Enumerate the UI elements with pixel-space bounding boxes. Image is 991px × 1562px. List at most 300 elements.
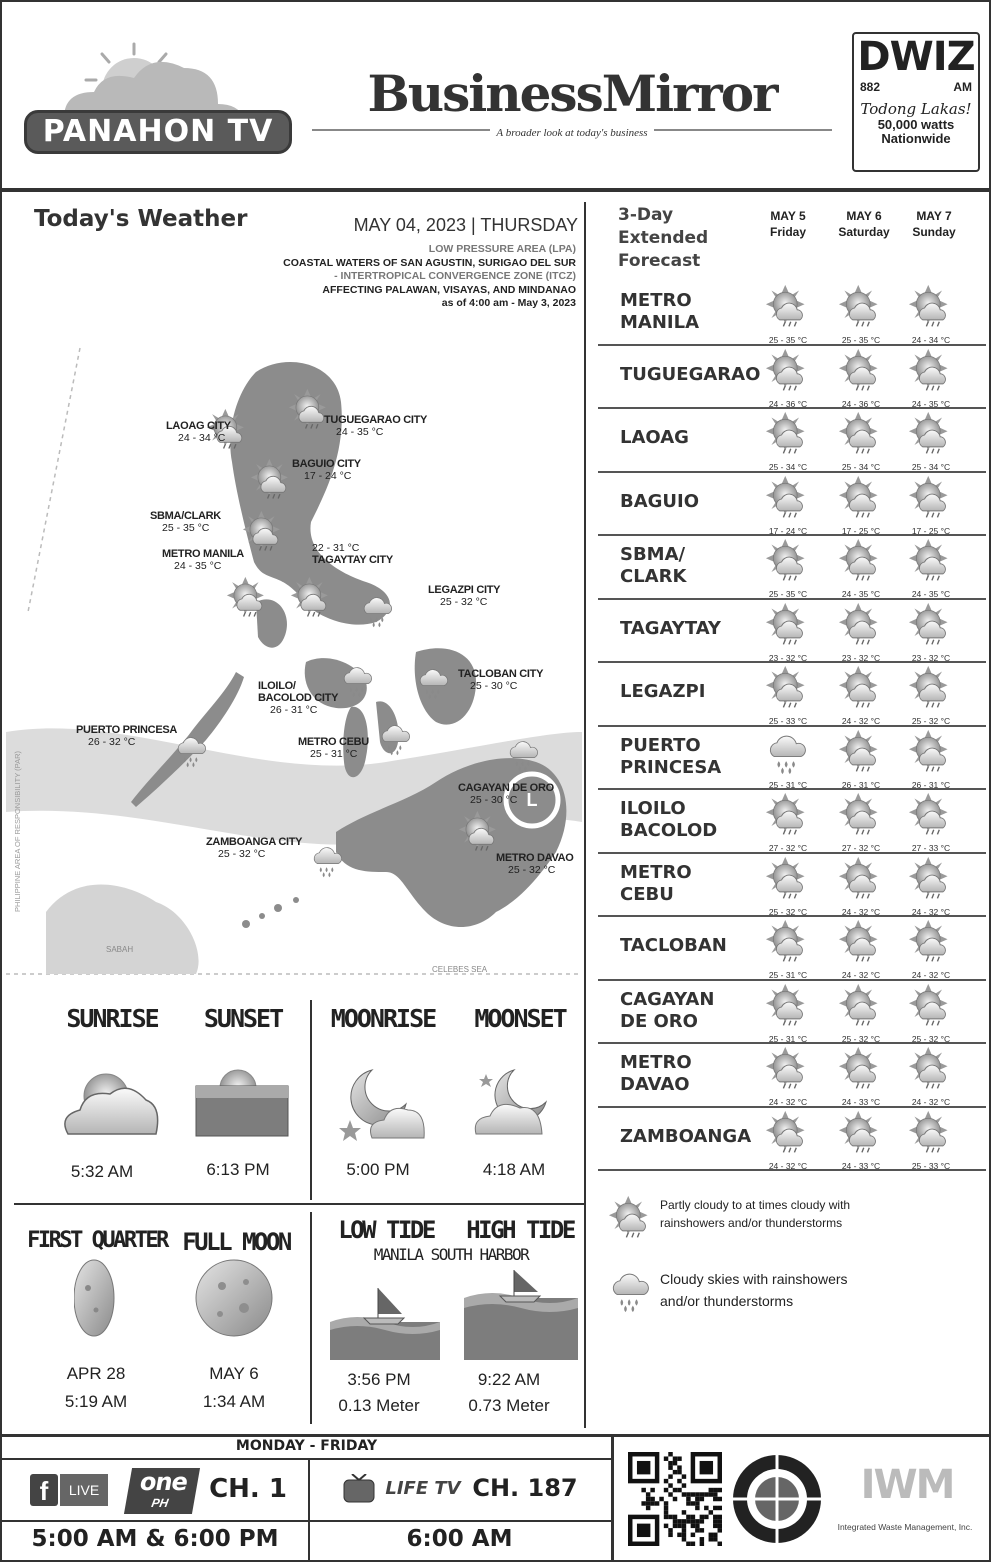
rain-cloud-icon — [608, 1264, 654, 1316]
forecast-temp: 25 - 33 °C — [768, 716, 808, 726]
partly-cloudy-icon — [908, 538, 954, 584]
forecast-temp: 24 - 32 °C — [841, 716, 881, 726]
partly-cloudy-icon — [765, 792, 811, 838]
forecast-city-line: ILOILO — [620, 798, 686, 819]
forecast-temp: 24 - 35 °C — [911, 589, 951, 599]
map-city — [298, 736, 369, 760]
forecast-row — [598, 282, 986, 346]
forecast-city — [620, 1126, 751, 1148]
masthead — [312, 64, 832, 149]
forecast-cell — [826, 284, 896, 345]
map-city-temp: 25 - 35 °C — [162, 522, 210, 534]
facebook-icon: f — [30, 1474, 58, 1506]
map-city-name: LEGAZPI CITY — [428, 584, 501, 596]
weather-system-line: COASTAL WATERS OF SAN AGUSTIN, SURIGAO DEL SUR — [283, 256, 576, 269]
forecast-temp: 25 - 31 °C — [768, 970, 808, 980]
qr-code-icon — [628, 1452, 722, 1546]
footer-right-divider — [611, 1437, 614, 1562]
partly-cloudy-icon — [838, 284, 884, 330]
first-quarter-time: 5:19 AM — [64, 1392, 128, 1411]
forecast-city — [620, 798, 717, 842]
low-tide-label: LOW TIDE — [338, 1216, 434, 1244]
astro-top-spacer — [14, 986, 584, 988]
forecast-temp: 23 - 32 °C — [768, 652, 808, 663]
partly-cloudy-icon — [838, 919, 884, 965]
sunrise-icon — [56, 1062, 160, 1142]
forecast-cell — [826, 856, 896, 917]
forecast-cell — [753, 602, 823, 663]
partly-cloudy-icon — [908, 665, 954, 711]
map-city — [162, 548, 244, 572]
map-city — [292, 458, 361, 482]
masthead-title: BusinessMirror — [367, 64, 777, 123]
weather-system-line: LOW PRESSURE AREA (LPA) — [428, 243, 576, 255]
forecast-temp: 25 - 33 °C — [911, 1160, 951, 1171]
forecast-temp: 25 - 35 °C — [768, 335, 808, 345]
channel-1: CH. 1 — [209, 1474, 287, 1504]
partly-cloudy-icon — [765, 919, 811, 965]
forecast-temp: 24 - 36 °C — [768, 398, 808, 409]
forecast-city — [620, 935, 727, 957]
column-divider — [584, 202, 586, 1428]
partly-cloudy-icon — [765, 856, 811, 902]
legend-text — [660, 1268, 848, 1312]
panahon-tv-label: PANAHON TV — [24, 110, 292, 154]
low-tide-height: 0.13 Meter — [338, 1396, 420, 1415]
partly-cloudy-icon — [765, 538, 811, 584]
partly-cloudy-icon — [838, 602, 884, 648]
forecast-row — [598, 409, 986, 473]
moonset-time: 4:18 AM — [482, 1160, 546, 1179]
full-moon-icon — [194, 1258, 274, 1338]
dwiz-power-line1: 50,000 watts — [877, 117, 955, 132]
forecast-cell — [896, 983, 966, 1044]
forecast-day-header — [748, 208, 828, 240]
forecast-row — [598, 790, 986, 854]
forecast-city — [620, 1052, 692, 1096]
low-tide-icon — [330, 1282, 440, 1360]
rain-cloud-icon — [765, 729, 811, 775]
forecast-city-line: CAGAYAN — [620, 988, 715, 1010]
forecast-day-header — [894, 208, 974, 240]
partly-cloudy-icon — [908, 348, 954, 394]
partly-cloudy-icon — [908, 729, 954, 775]
iwm-logo — [842, 1460, 972, 1520]
dwiz-frequency — [854, 80, 978, 94]
map-city — [76, 724, 177, 748]
forecast-cell — [753, 284, 823, 345]
forecast-row — [598, 981, 986, 1045]
map-city-name: METRO DAVAO — [496, 852, 574, 864]
astro-divider — [310, 1000, 312, 1200]
forecast-temp: 25 - 32 °C — [911, 716, 951, 726]
forecast-temp: 25 - 32 °C — [911, 1033, 951, 1044]
astro-mid-rule — [14, 1203, 586, 1205]
forecast-row — [598, 536, 986, 600]
map-city — [312, 542, 393, 566]
forecast-cell — [896, 919, 966, 980]
map-city — [258, 680, 338, 716]
forecast-cell — [826, 348, 896, 409]
forecast-city — [620, 618, 721, 640]
forecast-cell — [826, 411, 896, 472]
legend-line: Partly cloudy to at times cloudy with — [660, 1198, 851, 1212]
par-label: PHILIPPINE AREA OF RESPONSIBILITY (PAR) — [13, 750, 22, 912]
forecast-title-line: Forecast — [618, 251, 701, 271]
airtime-left: 5:00 AM & 6:00 PM — [31, 1526, 279, 1552]
map-city — [496, 852, 574, 876]
partly-cloudy-icon — [838, 792, 884, 838]
map-city-temp: 22 - 31 °C — [312, 542, 360, 554]
forecast-city — [620, 364, 760, 386]
map-city — [428, 584, 500, 608]
map-city-name: TUGUEGARAO CITY — [324, 414, 428, 426]
forecast-city — [620, 544, 686, 588]
paranaque-seal-icon — [732, 1454, 822, 1544]
dwiz-power-line2: Nationwide — [881, 131, 951, 146]
map-city — [150, 510, 221, 534]
airtime-right: 6:00 AM — [406, 1526, 513, 1552]
dwiz-slogan: Todong Lakas! — [860, 100, 972, 118]
partly-cloudy-icon — [765, 983, 811, 1029]
partly-cloudy-icon — [838, 1046, 884, 1092]
forecast-temp: 17 - 24 °C — [768, 525, 808, 536]
forecast-city — [620, 989, 714, 1033]
forecast-city-line: TUGUEGARAO — [620, 363, 761, 385]
masthead-tagline: A broader look at today's business — [490, 127, 653, 139]
forecast-city-line: CLARK — [620, 566, 687, 587]
sulu-island — [259, 913, 265, 919]
forecast-city-line: METRO — [620, 290, 692, 311]
forecast-temp: 24 - 36 °C — [841, 398, 881, 409]
partly-cloudy-icon — [765, 602, 811, 648]
forecast-city-line: DE ORO — [620, 1010, 698, 1032]
forecast-city-line: METRO — [620, 861, 692, 883]
forecast-cell — [896, 538, 966, 599]
partly-cloudy-icon — [227, 577, 264, 617]
forecast-cell — [826, 665, 896, 726]
forecast-temp: 24 - 32 °C — [841, 906, 881, 917]
forecast-row — [598, 600, 986, 664]
partly-cloudy-icon — [765, 284, 811, 330]
map-city-name: ILOILO/ — [258, 680, 296, 692]
forecast-day-name: Sunday — [912, 225, 956, 239]
forecast-row — [598, 663, 986, 727]
forecast-temp: 24 - 32 °C — [911, 970, 951, 980]
footer-days-rule — [2, 1458, 611, 1460]
forecast-city-line: ZAMBOANGA — [620, 1125, 752, 1147]
iwm-mark: IWM — [860, 1462, 954, 1508]
first-quarter-moon-icon — [74, 1258, 126, 1338]
partly-cloudy-icon — [765, 475, 811, 521]
forecast-cell — [826, 1046, 896, 1107]
map-city — [458, 782, 554, 806]
partly-cloudy-icon — [838, 348, 884, 394]
forecast-city-line: PRINCESA — [620, 756, 722, 778]
weather-system-line: - INTERTROPICAL CONVERGENCE ZONE (ITCZ) — [334, 270, 576, 282]
map-city-temp: 25 - 32 °C — [218, 848, 266, 860]
map-city-temp: 17 - 24 °C — [304, 470, 352, 482]
forecast-cell — [896, 348, 966, 409]
partly-cloudy-icon — [838, 729, 884, 775]
forecast-cell — [753, 475, 823, 536]
forecast-temp: 25 - 34 °C — [911, 462, 951, 472]
forecast-cell — [826, 729, 896, 790]
todays-weather-title: Today's Weather — [34, 206, 248, 232]
forecast-city-line: SBMA/ — [620, 544, 686, 565]
forecast-cell — [826, 792, 896, 853]
partly-cloudy-icon — [908, 792, 954, 838]
forecast-temp: 24 - 35 °C — [911, 398, 951, 409]
forecast-city — [620, 491, 699, 513]
forecast-title-line: Extended — [618, 228, 709, 248]
first-quarter-label: FIRST QUARTER — [27, 1228, 167, 1253]
header-rule — [2, 188, 989, 192]
forecast-temp: 17 - 25 °C — [841, 525, 881, 536]
forecast-temp: 24 - 35 °C — [841, 589, 881, 599]
forecast-cell — [896, 475, 966, 536]
forecast-cell — [753, 919, 823, 980]
forecast-city-line: BAGUIO — [620, 490, 700, 512]
partly-cloudy-icon — [908, 475, 954, 521]
forecast-cell — [753, 1110, 823, 1171]
forecast-city-line: MANILA — [620, 312, 700, 333]
forecast-temp: 24 - 34 °C — [911, 335, 951, 345]
sun-cloud-logo-icon — [24, 40, 294, 120]
forecast-temp: 25 - 35 °C — [768, 589, 808, 599]
map-city-name: METRO CEBU — [298, 736, 369, 748]
partly-cloudy-icon — [765, 1046, 811, 1092]
partly-cloudy-icon — [838, 665, 884, 711]
sabah-landmass — [46, 885, 199, 975]
forecast-city-line: METRO — [620, 1052, 692, 1073]
partly-cloudy-icon — [838, 856, 884, 902]
forecast-temp: 24 - 32 °C — [911, 906, 951, 917]
partly-cloudy-icon — [765, 411, 811, 457]
weather-system-line: as of 4:00 am - May 3, 2023 — [441, 297, 576, 309]
map-city-name: ZAMBOANGA CITY — [206, 836, 303, 848]
forecast-cell — [826, 475, 896, 536]
celebes-sea-label: CELEBES SEA — [432, 965, 488, 974]
forecast-cell — [826, 919, 896, 980]
sulu-island — [293, 897, 299, 903]
partly-cloudy-icon — [908, 919, 954, 965]
map-city-name: LAOAG CITY — [166, 420, 231, 432]
one-ph-top: one — [137, 1468, 190, 1496]
forecast-cell — [753, 665, 823, 726]
map-city-temp: 24 - 34 °C — [178, 432, 226, 444]
legend-line: Cloudy skies with rainshowers — [660, 1271, 848, 1287]
map-city — [458, 668, 543, 692]
forecast-temp: 24 - 33 °C — [841, 1160, 881, 1171]
forecast-temp: 25 - 34 °C — [841, 462, 881, 472]
map-city-name: SBMA/CLARK — [150, 510, 221, 522]
forecast-temp: 24 - 32 °C — [841, 970, 881, 980]
high-tide-label: HIGH TIDE — [466, 1216, 574, 1244]
dwiz-freq-number: 882 — [860, 80, 881, 94]
channel-187: CH. 187 — [472, 1474, 578, 1502]
forecast-cell — [753, 792, 823, 853]
sulu-island — [242, 920, 250, 928]
par-line — [28, 348, 80, 612]
life-tv-logo: LIFE TV — [385, 1478, 461, 1499]
sunset-time: 6:13 PM — [206, 1160, 270, 1179]
forecast-cell — [826, 602, 896, 663]
forecast-day-date: MAY 7 — [916, 209, 952, 223]
map-city-temp: 24 - 35 °C — [174, 560, 222, 572]
forecast-cell — [753, 411, 823, 472]
forecast-city — [620, 681, 705, 703]
forecast-city-line: DAVAO — [620, 1074, 690, 1095]
forecast-day-name: Saturday — [838, 225, 890, 239]
sabah-label: SABAH — [106, 945, 134, 954]
forecast-row — [598, 727, 986, 791]
footer-top-rule — [2, 1434, 989, 1437]
map-city-temp: 25 - 30 °C — [470, 680, 518, 692]
moonrise-time: 5:00 PM — [346, 1160, 410, 1179]
forecast-city — [620, 290, 699, 334]
forecast-row — [598, 854, 986, 918]
map-city-temp: 26 - 31 °C — [270, 704, 318, 716]
full-moon-label: FULL MOON — [182, 1228, 290, 1256]
map-city-name: BAGUIO CITY — [292, 458, 361, 470]
map-city-temp: 25 - 31 °C — [310, 748, 358, 760]
forecast-cell — [753, 348, 823, 409]
forecast-temp: 25 - 32 °C — [768, 906, 808, 917]
one-ph-logo — [124, 1468, 200, 1514]
forecast-cell — [896, 792, 966, 853]
footer-days: MONDAY - FRIDAY — [235, 1438, 378, 1454]
map-city — [324, 414, 427, 438]
forecast-temp: 26 - 31 °C — [841, 779, 881, 790]
panahon-tv-logo — [24, 40, 294, 158]
partly-cloudy-icon — [608, 1192, 654, 1244]
forecast-city — [620, 427, 689, 449]
forecast-temp: 23 - 32 °C — [841, 652, 881, 663]
dwiz-logo — [852, 32, 980, 172]
partly-cloudy-icon — [908, 983, 954, 1029]
forecast-cell — [896, 411, 966, 472]
map-city-name: METRO MANILA — [162, 548, 244, 560]
forecast-row — [598, 346, 986, 410]
forecast-cell — [896, 1110, 966, 1171]
forecast-cell — [896, 665, 966, 726]
forecast-city-line: CEBU — [620, 883, 674, 905]
moonrise-label: MOONRISE — [330, 1004, 436, 1033]
partly-cloudy-icon — [908, 411, 954, 457]
high-tide-icon — [464, 1268, 578, 1360]
forecast-city-line: LEGAZPI — [620, 681, 706, 702]
forecast-day-header — [824, 208, 904, 240]
weather-system-line: AFFECTING PALAWAN, VISAYAS, AND MINDANAO — [322, 283, 576, 296]
forecast-row — [598, 473, 986, 537]
forecast-cell — [826, 1110, 896, 1171]
forecast-temp: 27 - 32 °C — [841, 843, 881, 853]
forecast-day-name: Friday — [769, 225, 806, 239]
forecast-row — [598, 1108, 986, 1172]
high-tide-height: 0.73 Meter — [468, 1396, 550, 1415]
forecast-city-line: TAGAYTAY — [620, 617, 721, 639]
forecast-cell — [896, 729, 966, 790]
forecast-temp: 24 - 32 °C — [768, 1160, 808, 1171]
iwm-caption: Integrated Waste Management, Inc. — [837, 1522, 973, 1532]
forecast-cell — [753, 856, 823, 917]
harbor-label: MANILA SOUTH HARBOR — [373, 1245, 529, 1264]
partly-cloudy-icon — [908, 602, 954, 648]
low-tide-time: 3:56 PM — [347, 1370, 411, 1389]
map-city — [206, 836, 302, 860]
forecast-city — [620, 735, 721, 779]
forecast-city-line: BACOLOD — [620, 820, 718, 841]
partly-cloudy-icon — [838, 1110, 884, 1156]
map-city-name: BACOLOD CITY — [258, 692, 339, 704]
forecast-city — [620, 862, 692, 906]
map-city-name: CAGAYAN DE ORO — [458, 782, 554, 794]
full-moon-time: 1:34 AM — [202, 1392, 266, 1411]
partly-cloudy-icon — [765, 1110, 811, 1156]
forecast-cell — [896, 284, 966, 345]
map-city-name: TAGAYTAY CITY — [312, 554, 393, 566]
forecast-temp: 25 - 35 °C — [841, 335, 881, 345]
sunrise-label: SUNRISE — [66, 1004, 158, 1033]
footer-lower-rule — [2, 1520, 611, 1522]
lpa-letter: L — [526, 790, 538, 810]
map-city-temp: 25 - 30 °C — [470, 794, 518, 806]
forecast-temp: 27 - 32 °C — [768, 843, 808, 853]
partly-cloudy-icon — [908, 1110, 954, 1156]
legend-line: rainshowers and/or thunderstorms — [660, 1216, 843, 1230]
partly-cloudy-icon — [908, 1046, 954, 1092]
partly-cloudy-icon — [838, 983, 884, 1029]
moonset-icon — [470, 1062, 570, 1146]
partly-cloudy-icon — [765, 665, 811, 711]
forecast-row — [598, 917, 986, 981]
partly-cloudy-icon — [838, 475, 884, 521]
forecast-temp: 24 - 32 °C — [768, 1097, 808, 1107]
philippines-map — [6, 312, 582, 980]
weather-systems — [202, 243, 576, 311]
forecast-temp: 25 - 32 °C — [841, 1033, 881, 1044]
tide-divider — [310, 1212, 312, 1424]
dwiz-call-sign: DWIZ — [857, 34, 975, 80]
sunset-label: SUNSET — [203, 1004, 283, 1033]
map-city-name: TACLOBAN CITY — [458, 668, 544, 680]
forecast-cell — [896, 1046, 966, 1107]
full-moon-date: MAY 6 — [209, 1364, 259, 1383]
forecast-title — [618, 204, 708, 273]
header — [2, 2, 989, 188]
forecast-cell — [826, 983, 896, 1044]
forecast-temp: 23 - 32 °C — [911, 652, 951, 663]
legend-line: and/or thunderstorms — [660, 1293, 794, 1309]
forecast-city-line: PUERTO — [620, 734, 701, 756]
tv-icon — [342, 1474, 376, 1504]
forecast-cell — [753, 538, 823, 599]
partly-cloudy-icon — [908, 856, 954, 902]
forecast-day-date: MAY 5 — [770, 209, 806, 223]
dwiz-band: AM — [953, 80, 972, 94]
sulu-island — [274, 904, 282, 912]
forecast-temp: 17 - 25 °C — [911, 525, 951, 536]
forecast-temp: 25 - 31 °C — [768, 779, 808, 790]
forecast-cell — [826, 538, 896, 599]
live-badge: LIVE — [60, 1474, 108, 1506]
forecast-cell — [753, 983, 823, 1044]
forecast-temp: 26 - 31 °C — [911, 779, 951, 790]
map-city — [166, 420, 231, 444]
forecast-city-line: LAOAG — [620, 427, 689, 448]
first-quarter-date: APR 28 — [66, 1364, 126, 1383]
